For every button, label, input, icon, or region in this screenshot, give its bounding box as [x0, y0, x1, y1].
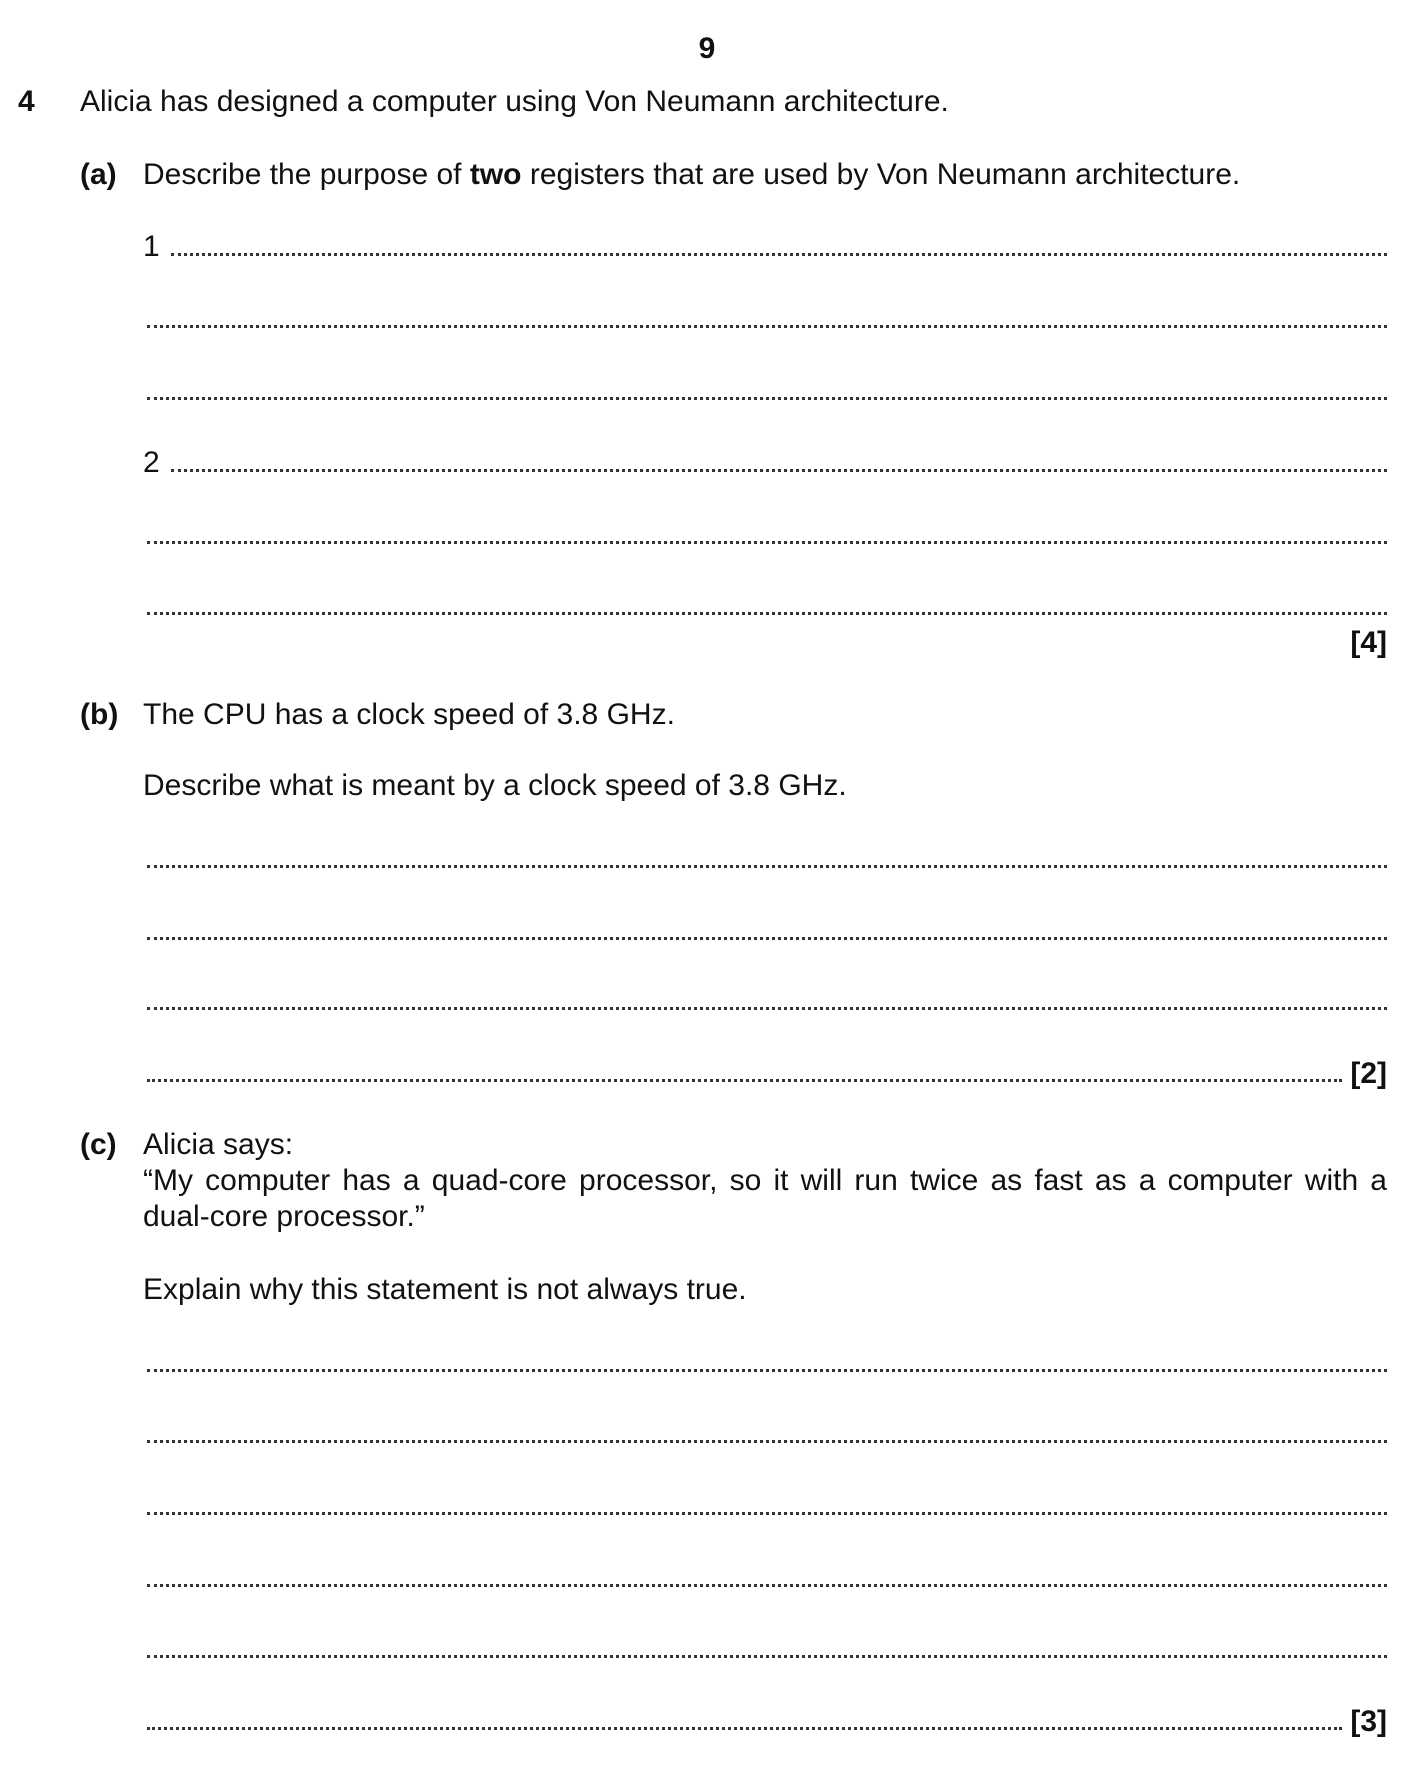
answer-line-a3[interactable] [147, 397, 1387, 400]
answer-line-b4[interactable] [147, 1079, 1342, 1082]
answer-line-c1[interactable] [147, 1369, 1387, 1372]
answer-line-a2[interactable] [147, 325, 1387, 328]
part-a-marks: [4] [1350, 626, 1387, 659]
part-a-question [143, 157, 1240, 193]
question-stem: Alicia has designed a computer using Von Neumann architecture. [80, 85, 949, 118]
part-b-statement: The CPU has a clock speed of 3.8 GHz. [143, 698, 675, 731]
part-a-label: (a) [80, 158, 117, 191]
answer-line-b3[interactable] [147, 1007, 1387, 1010]
answer-line-a4[interactable] [171, 469, 1387, 472]
answer-line-c2[interactable] [147, 1440, 1387, 1443]
part-c-label: (c) [80, 1128, 117, 1161]
answer-line-c4[interactable] [147, 1584, 1387, 1587]
answer-label-2: 2 [143, 446, 160, 479]
answer-line-a1[interactable] [171, 253, 1387, 256]
part-a-text-before: Describe the purpose of [143, 158, 470, 191]
page-number: 9 [698, 32, 716, 65]
part-b-label: (b) [80, 698, 119, 731]
answer-line-c6[interactable] [147, 1727, 1342, 1730]
answer-label-1: 1 [143, 230, 160, 263]
answer-line-c5[interactable] [147, 1655, 1387, 1658]
answer-line-c3[interactable] [147, 1512, 1387, 1515]
part-c-prompt: Explain why this statement is not always true. [143, 1273, 747, 1306]
part-a-text-bold: two [469, 158, 522, 191]
part-a-text-after: registers that are used by Von Neumann architecture. [521, 158, 1241, 191]
question-number: 4 [18, 85, 35, 118]
part-b-marks: [2] [1350, 1057, 1387, 1090]
part-c-quote: “My computer has a quad-core processor, so it will run twice as fast as a computer with a dual-core processor.” [143, 1164, 1387, 1233]
answer-line-a5[interactable] [147, 541, 1387, 544]
part-c-intro: Alicia says: [143, 1128, 294, 1161]
part-c-marks: [3] [1350, 1705, 1387, 1738]
answer-line-b2[interactable] [147, 937, 1387, 940]
part-b-prompt: Describe what is meant by a clock speed of 3.8 GHz. [143, 769, 847, 802]
answer-line-a6[interactable] [147, 612, 1387, 615]
answer-line-b1[interactable] [147, 865, 1387, 868]
